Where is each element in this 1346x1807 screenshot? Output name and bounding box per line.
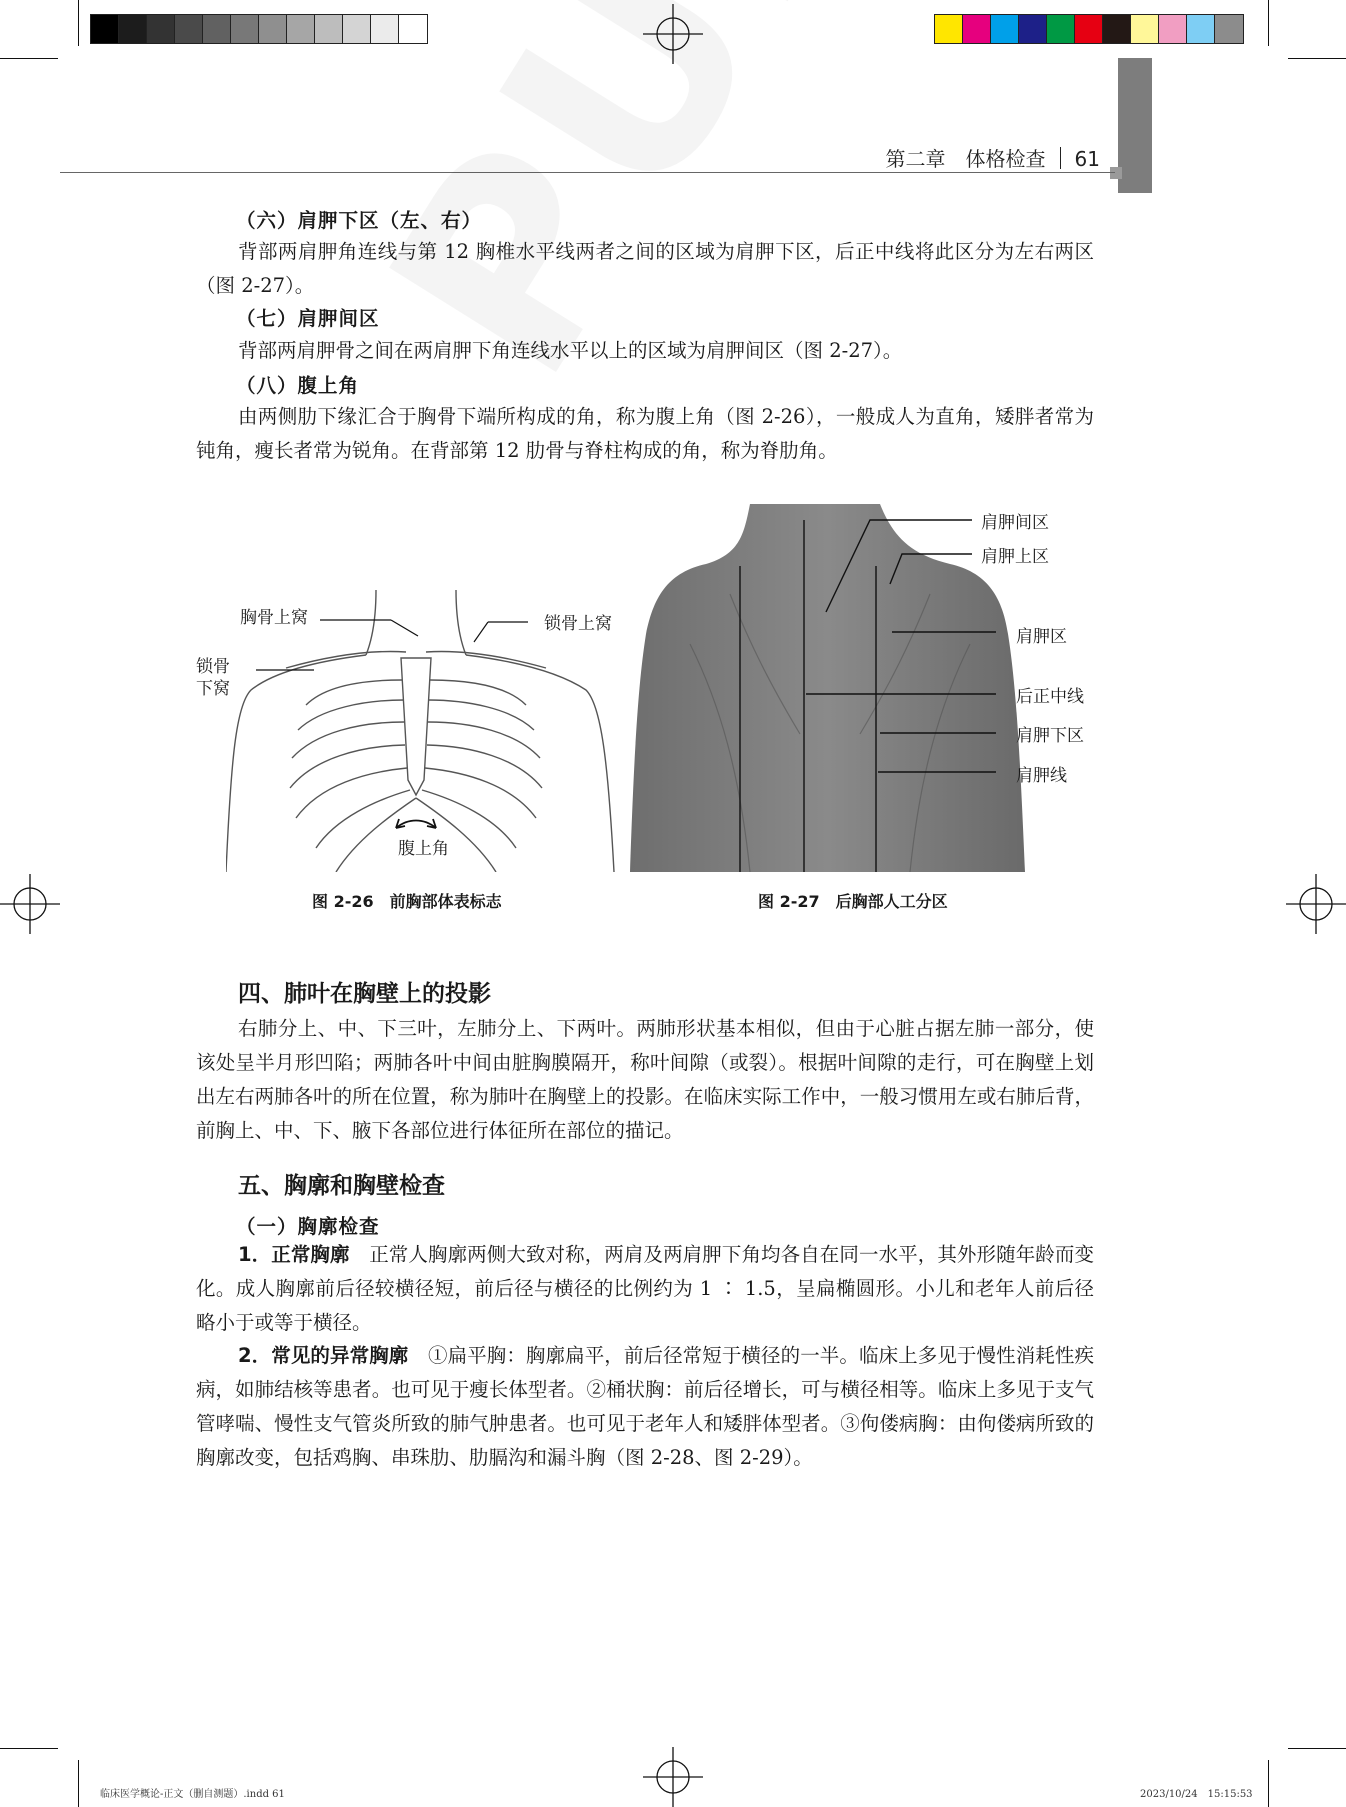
crop-mark — [1288, 1748, 1346, 1749]
gray-calibration-bar — [90, 14, 428, 44]
gray-swatch — [119, 15, 147, 43]
crop-mark — [1268, 0, 1269, 46]
label-interscapular-region: 肩胛间区 — [981, 513, 1049, 533]
chapter-side-tab-marker — [1110, 167, 1122, 179]
color-swatch — [1103, 15, 1131, 43]
color-swatch — [1047, 15, 1075, 43]
label-scapular-region: 肩胛区 — [1016, 627, 1067, 647]
color-calibration-bar — [934, 14, 1244, 44]
figure-caption-2-26: 图 2-26 前胸部体表标志 — [312, 892, 502, 911]
heading-thorax-exam: （一）胸廓检查 — [236, 1215, 380, 1238]
label-scapular-line: 肩胛线 — [1016, 766, 1067, 786]
page-number: 61 — [1074, 147, 1100, 171]
chapter-side-tab — [1118, 58, 1152, 193]
color-swatch — [1131, 15, 1159, 43]
heading-epigastric-angle: （八）腹上角 — [236, 374, 360, 397]
label-supraclavicular-fossa: 锁骨上窝 — [544, 614, 612, 634]
label-epigastric-angle: 腹上角 — [398, 839, 449, 859]
gray-swatch — [315, 15, 343, 43]
running-head — [820, 143, 1100, 172]
paragraph-interscapular: 背部两肩胛骨之间在两肩胛下角连线水平以上的区域为肩胛间区（图 2-27）。 — [238, 339, 903, 362]
crop-mark — [0, 1748, 58, 1749]
gray-swatch — [371, 15, 399, 43]
registration-target-icon — [1286, 874, 1346, 934]
text-abnormal-thorax: ①扁平胸：胸廓扁平，前后径常短于横径的一半。临床上多见于慢性消耗性疾病，如肺结核等患者。也可见于瘦长体型者。②桶状胸：前后径增长，可与横径相等。临床上多见于支气管哮喘、慢性支气管炎所致的肺气肿患者。也可见于老年人和矮胖体型者。③佝偻病胸：由佝偻病所致的胸廓改变，包括鸡胸、串珠肋、肋膈沟和漏斗胸（图 2-28、图 2-29）。 — [196, 1344, 1094, 1469]
lead-abnormal-thorax: 2．常见的异常胸廓 — [238, 1344, 409, 1367]
label-suprascapular-region: 肩胛上区 — [981, 547, 1049, 567]
gray-swatch — [175, 15, 203, 43]
paragraph-lung-lobes: 右肺分上、中、下三叶，左肺分上、下两叶。两肺形状基本相似，但由于心脏占据左肺一部分，使该处呈半月形凹陷；两肺各叶中间由脏胸膜隔开，称叶间隙（或裂）。根据叶间隙的走行，可在胸壁上划出左右两肺各叶的所在位置，称为肺叶在胸壁上的投影。在临床实际工作中，一般习惯用左或右肺后背，前胸上、中、下、腋下各部位进行体征所在部位的描记。 — [196, 1017, 1094, 1142]
text-normal-thorax: 正常人胸廓两侧大致对称，两肩及两肩胛下角均各自在同一水平，其外形随年龄而变化。成人胸廓前后径较横径短，前后径与横径的比例约为 1 ∶ 1.5，呈扁椭圆形。小儿和老年人前后径略小于或等于横径。 — [196, 1243, 1094, 1334]
gray-swatch — [147, 15, 175, 43]
color-swatch — [963, 15, 991, 43]
color-swatch — [1075, 15, 1103, 43]
label-infraclavicular-fossa-line2: 下窝 — [196, 679, 230, 699]
gray-swatch — [91, 15, 119, 43]
crop-mark — [78, 1760, 79, 1807]
color-swatch — [1187, 15, 1215, 43]
gray-swatch — [259, 15, 287, 43]
label-sternal-notch: 胸骨上窝 — [240, 608, 308, 628]
registration-target-icon — [643, 1747, 703, 1807]
crop-mark — [1268, 1760, 1269, 1807]
chapter-title: 第二章 体格检查 — [885, 147, 1046, 171]
footer-filename: 临床医学概论-正文（删自测题）.indd 61 — [100, 1789, 285, 1800]
registration-target-icon — [0, 874, 60, 934]
heading-infrascapular: （六）肩胛下区（左、右） — [236, 209, 483, 232]
paragraph-infrascapular: 背部两肩胛角连线与第 12 胸椎水平线两者之间的区域为肩胛下区，后正中线将此区分为左右两区（图 2-27）。 — [196, 240, 1094, 297]
label-infrascapular-region: 肩胛下区 — [1016, 726, 1084, 746]
crop-mark — [1288, 58, 1346, 59]
gray-swatch — [287, 15, 315, 43]
color-swatch — [991, 15, 1019, 43]
footer-timestamp: 2023/10/24 15:15:53 — [1140, 1789, 1253, 1800]
section-title-lung-lobes: 四、肺叶在胸壁上的投影 — [238, 980, 491, 1007]
heading-interscapular: （七）肩胛间区 — [236, 307, 380, 330]
section-title-thorax: 五、胸廓和胸壁检查 — [238, 1172, 445, 1199]
paragraph-abnormal-thorax — [196, 1339, 1094, 1475]
gray-swatch — [231, 15, 259, 43]
gray-swatch — [399, 15, 427, 43]
paragraph-epigastric-angle: 由两侧肋下缘汇合于胸骨下端所构成的角，称为腹上角（图 2-26），一般成人为直角，矮胖者常为钝角，瘦长者常为锐角。在背部第 12 肋骨与脊柱构成的角，称为脊肋角。 — [196, 405, 1094, 462]
gray-swatch — [203, 15, 231, 43]
label-infraclavicular-fossa-line1: 锁骨 — [196, 657, 230, 677]
crop-mark — [78, 0, 79, 46]
color-swatch — [1159, 15, 1187, 43]
color-swatch — [1215, 15, 1243, 43]
label-posterior-midline: 后正中线 — [1016, 687, 1084, 707]
gray-swatch — [343, 15, 371, 43]
lead-normal-thorax: 1．正常胸廓 — [238, 1243, 350, 1266]
paragraph-normal-thorax — [196, 1238, 1094, 1340]
color-swatch — [1019, 15, 1047, 43]
figure-caption-2-27: 图 2-27 后胸部人工分区 — [758, 892, 948, 911]
crop-mark — [0, 58, 58, 59]
color-swatch — [935, 15, 963, 43]
